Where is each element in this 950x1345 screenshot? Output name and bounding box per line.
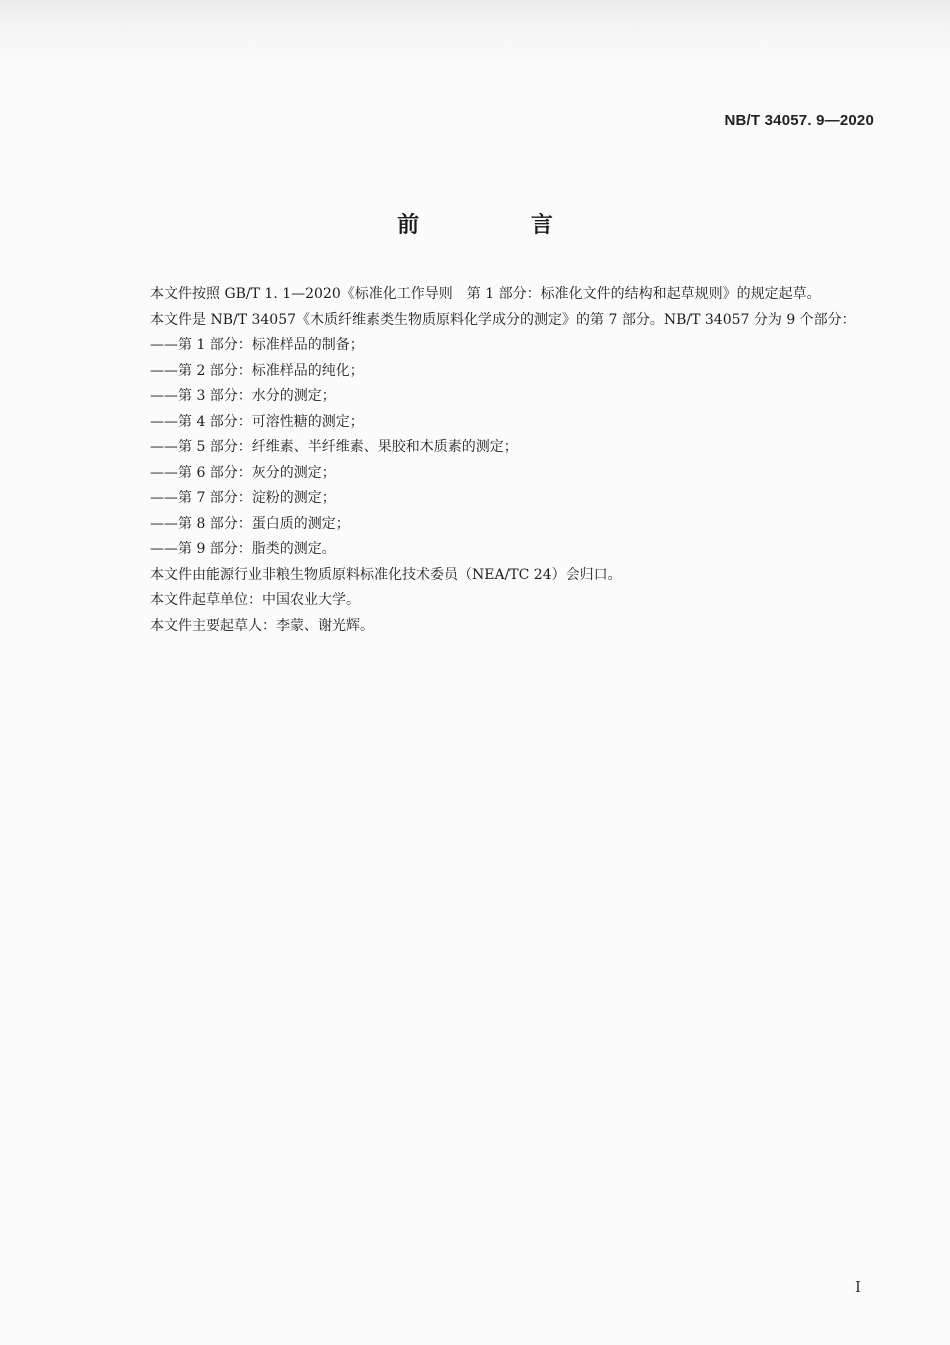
paragraph-drafting-rules: 本文件按照 GB/T 1. 1—2020《标准化工作导则 第 1 部分：标准化文件的结构和起草规则》的规定起草。 xyxy=(150,286,821,302)
document-number: NB/T 34057. 9—2020 xyxy=(724,112,874,129)
page-title: 前 言 xyxy=(397,213,605,238)
list-item: ——第 4 部分：可溶性糖的测定； xyxy=(150,413,364,430)
parts-list xyxy=(122,333,874,563)
list-item: ——第 6 部分：灰分的测定； xyxy=(150,464,336,481)
foreword-body xyxy=(122,282,874,639)
paragraph-series-structure: 本文件是 NB/T 34057《木质纤维素类生物质原料化学成分的测定》的第 7 部分。NB/T 34057 分为 9 个部分： xyxy=(150,311,856,328)
list-item: ——第 7 部分：淀粉的测定； xyxy=(150,490,336,506)
paragraph-drafting-unit: 本文件起草单位：中国农业大学。 xyxy=(150,592,360,608)
list-item: ——第 3 部分：水分的测定； xyxy=(150,388,336,404)
page-number: I xyxy=(855,1278,861,1296)
paragraph-drafters: 本文件主要起草人：李蒙、谢光辉。 xyxy=(150,617,374,634)
paragraph-committee: 本文件由能源行业非粮生物质原料标准化技术委员（NEA/TC 24）会归口。 xyxy=(150,566,622,583)
list-item: ——第 9 部分：脂类的测定。 xyxy=(150,541,336,557)
list-item: ——第 5 部分：纤维素、半纤维素、果胶和木质素的测定； xyxy=(150,439,518,455)
list-item: ——第 2 部分：标准样品的纯化； xyxy=(150,362,364,379)
list-item: ——第 1 部分：标准样品的制备； xyxy=(150,337,364,353)
list-item: ——第 8 部分：蛋白质的测定； xyxy=(150,515,350,532)
scan-shadow xyxy=(0,0,950,60)
